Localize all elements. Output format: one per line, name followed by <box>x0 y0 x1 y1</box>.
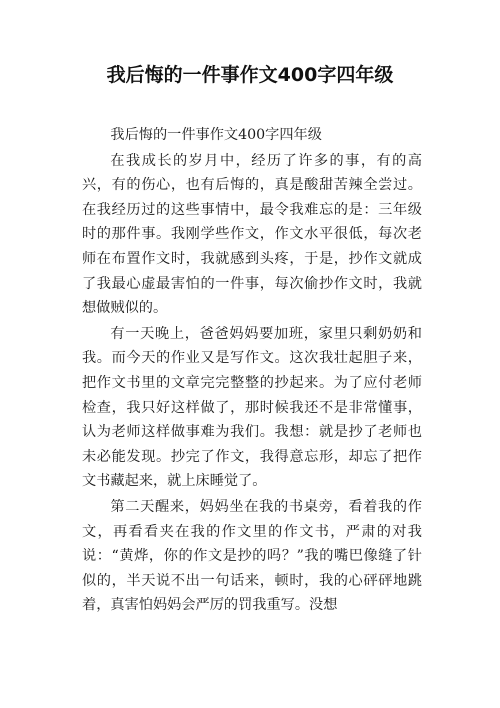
paragraph-3: 第二天醒来，妈妈坐在我的书桌旁，看着我的作文，再看看夹在我的作文里的作文书，严肃的对我说：“黄烨，你的作文是抄的吗？”我的嘴巴像缝了针似的，半天说不出一句话来，顿时，我的心砰砰地跳着，真害怕妈妈会严厉的罚我重写。没想 <box>82 498 422 614</box>
paragraph-1: 在我成长的岁月中，经历了许多的事，有的高兴，有的伤心，也有后悔的，真是酸甜苦辣全尝过。在我经历过的这些事情中，最令我难忘的是：三年级时的那件事。我刚学些作文，作文水平很低，每次老师在布置作文时，我就感到头疼，于是，抄作文就成了我最心虚最害怕的一件事，每次偷抄作文时，我就想做贼似的。 <box>82 152 422 317</box>
document-title: 我后悔的一件事作文400字四年级 <box>106 64 394 86</box>
document-body <box>82 123 422 618</box>
document-subtitle: 我后悔的一件事作文400字四年级 <box>110 127 322 143</box>
paragraph-2: 有一天晚上，爸爸妈妈要加班，家里只剩奶奶和我。而今天的作业又是写作文。这次我壮起胆子来，把作文书里的文章完完整整的抄起来。为了应付老师检查，我只好这样做了，那时候我还不是非常懂事，认为老师这样做事难为我们。我想：就是抄了老师也未必能发现。抄完了作文，我得意忘形，却忘了把作文书藏起来，就上床睡觉了。 <box>82 325 422 490</box>
